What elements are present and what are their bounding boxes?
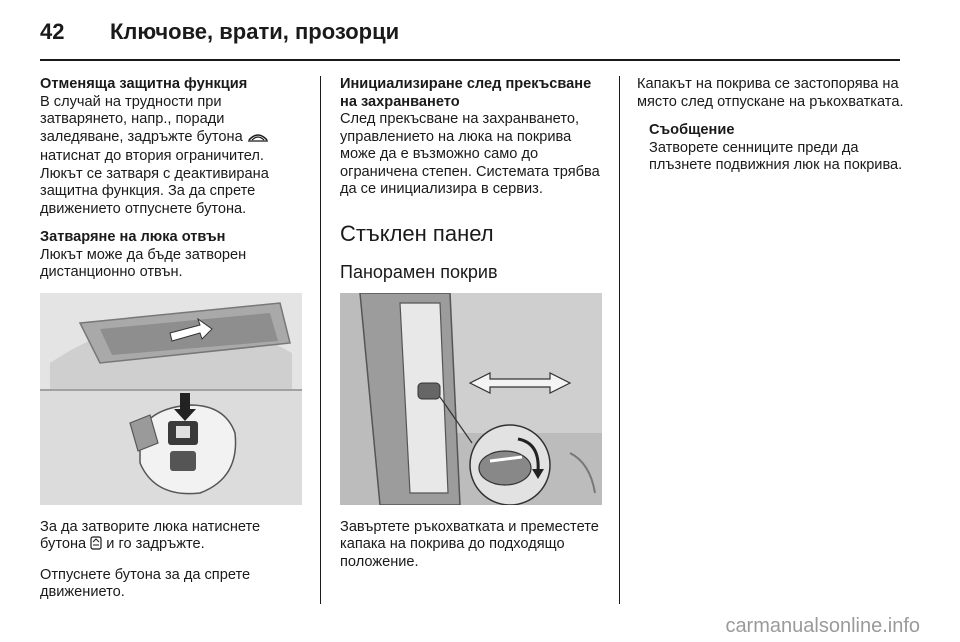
paragraph-turn-handle: Завъртете ръкохватката и преместете капака на покрива до подходящо положение.	[340, 518, 599, 570]
header-rule	[40, 59, 900, 61]
note-box	[649, 122, 909, 175]
paragraph-text: В случай на трудности при затварянето, напр., поради заледяване, задръжте бутона	[40, 93, 243, 145]
paragraph-text: За да затворите люка натиснете бутона	[40, 518, 261, 552]
page-number: 42	[40, 19, 65, 44]
key-remote-illustration	[40, 293, 302, 505]
paragraph-text: и го задръжте.	[106, 536, 205, 552]
watermark: carmanualsonline.info	[725, 615, 920, 637]
heading-panoramic-roof: Панорамен покрив	[340, 261, 498, 282]
column-1	[40, 76, 308, 613]
paragraph-press-key	[40, 519, 308, 556]
column-divider	[320, 76, 321, 604]
panoramic-roof-illustration	[340, 293, 602, 505]
paragraph-remote-close: Люкът може да бъде затворен дистанционно отвън.	[40, 246, 247, 280]
paragraph-initialization: След прекъсване на захранването, управлението на люка на покрива може да е възможно само до ограничена степен. Системата трябва да се инициализира в сервиз.	[340, 111, 600, 197]
heading-override-function: Отменяща защитна функция	[40, 76, 248, 92]
paragraph-cover-locks: Капакът на покрива се застопорява на място след отпускане на ръкохватката.	[637, 76, 904, 110]
note-heading: Съобщение	[649, 122, 735, 138]
paragraph-override	[40, 94, 308, 219]
note-text: Затворете сенниците преди да плъзнете подвижния люк на покрива.	[649, 139, 903, 173]
sunroof-button-icon	[247, 131, 269, 149]
paragraph-text: натиснат до втория ограничител. Люкът се затваря с деактивирана защитна функция. За да спрете движението отпуснете бутона.	[40, 148, 269, 217]
page-header	[40, 14, 399, 50]
heading-initialization: Инициализиране след прекъсване на захранването	[340, 76, 592, 110]
column-2	[340, 76, 610, 582]
column-3	[637, 76, 909, 186]
key-roof-close-icon	[90, 536, 102, 556]
paragraph-release-button: Отпуснете бутона за да спрете движението.	[40, 566, 251, 600]
heading-glass-panel: Стъклен панел	[340, 220, 494, 246]
column-divider	[619, 76, 620, 604]
heading-close-from-outside: Затваряне на люка отвън	[40, 229, 226, 245]
section-title: Ключове, врати, прозорци	[110, 19, 400, 44]
